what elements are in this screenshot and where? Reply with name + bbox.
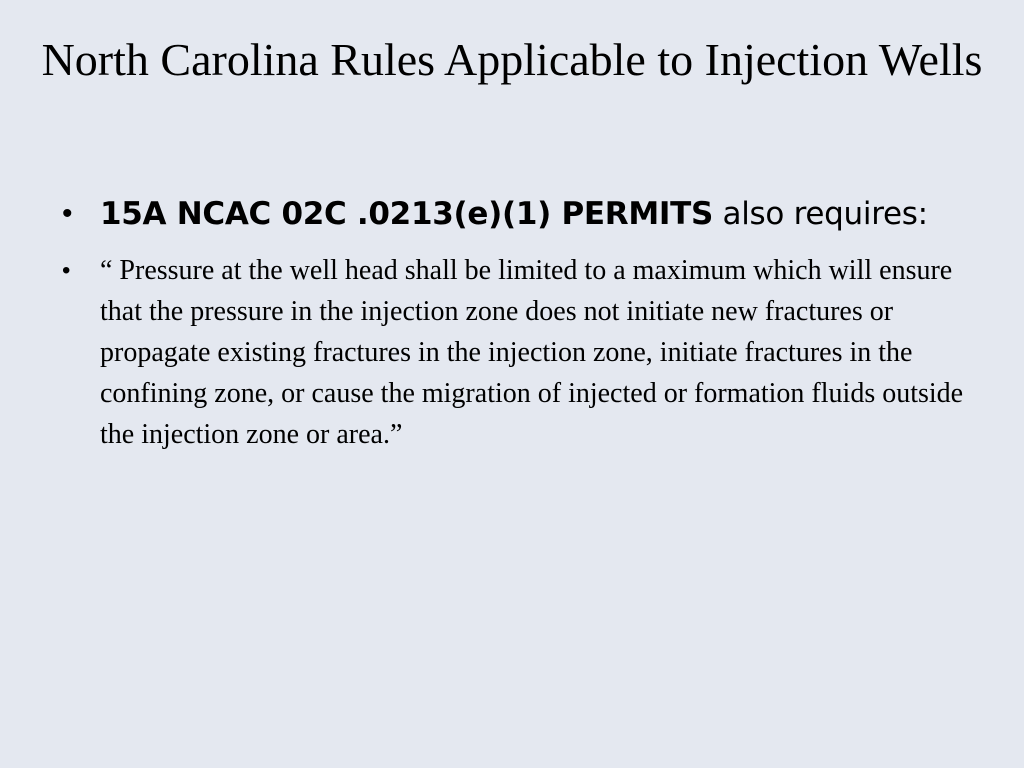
slide-title: North Carolina Rules Applicable to Injection Wells [41, 34, 983, 85]
rule-citation: 15A NCAC 02C .0213(e)(1) PERMITS [100, 196, 713, 232]
bullet-dot-icon: • [62, 197, 73, 230]
bullet-item-permits [58, 190, 968, 238]
rule-quote: “ Pressure at the well head shall be limited to a maximum which will ensure that the pressure in the injection zone does not initiate new fractures or propagate existing fractures in the injection zone, initiate fractures in the confining zone, or cause the migration of injected or formation fluids outside the injection zone or area.” [100, 255, 964, 450]
bullet-list [58, 190, 968, 455]
bullet-dot-icon: • [62, 257, 71, 284]
bullet-item-quote [58, 250, 968, 455]
rule-citation-suffix: also requires: [712, 196, 928, 232]
